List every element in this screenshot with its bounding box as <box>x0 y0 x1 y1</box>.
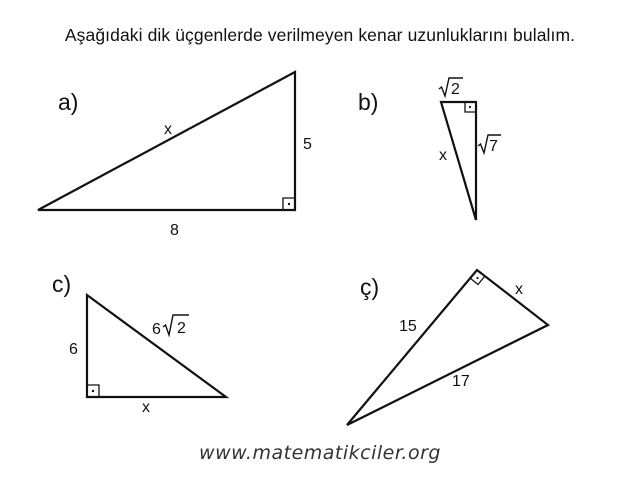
svg-text:2: 2 <box>177 320 186 337</box>
right-angle-dot-cc <box>476 277 478 279</box>
svg-text:2: 2 <box>451 81 460 98</box>
right-angle-dot-a <box>288 203 290 205</box>
right-angle-dot-b <box>469 106 471 108</box>
label-cc: ç) <box>360 274 380 300</box>
label-c: c) <box>52 271 72 297</box>
triangle-c <box>87 295 226 397</box>
label-a: a) <box>58 89 79 115</box>
side-cc-hypotenuse: 17 <box>452 373 470 390</box>
side-b-top <box>439 78 463 98</box>
right-angle-dot-c <box>92 390 94 392</box>
side-c-hypotenuse <box>152 315 189 338</box>
footer-url: www.matematikciler.org <box>199 442 441 464</box>
side-b-vertical <box>478 135 501 155</box>
side-c-vertical: 6 <box>69 341 78 358</box>
side-cc-leg2: x <box>515 281 523 298</box>
svg-text:6: 6 <box>152 321 161 338</box>
side-a-base: 8 <box>170 222 179 239</box>
side-b-hypotenuse: x <box>439 147 447 164</box>
side-a-hypotenuse: x <box>164 121 172 138</box>
label-b: b) <box>358 89 379 115</box>
svg-text:7: 7 <box>489 138 498 155</box>
side-a-vertical: 5 <box>303 136 312 153</box>
side-c-base: x <box>142 399 150 416</box>
instruction-text: Aşağıdaki dik üçgenlerde verilmeyen kenar uzunluklarını bulalım. <box>64 25 576 45</box>
side-cc-leg1: 15 <box>399 318 417 335</box>
